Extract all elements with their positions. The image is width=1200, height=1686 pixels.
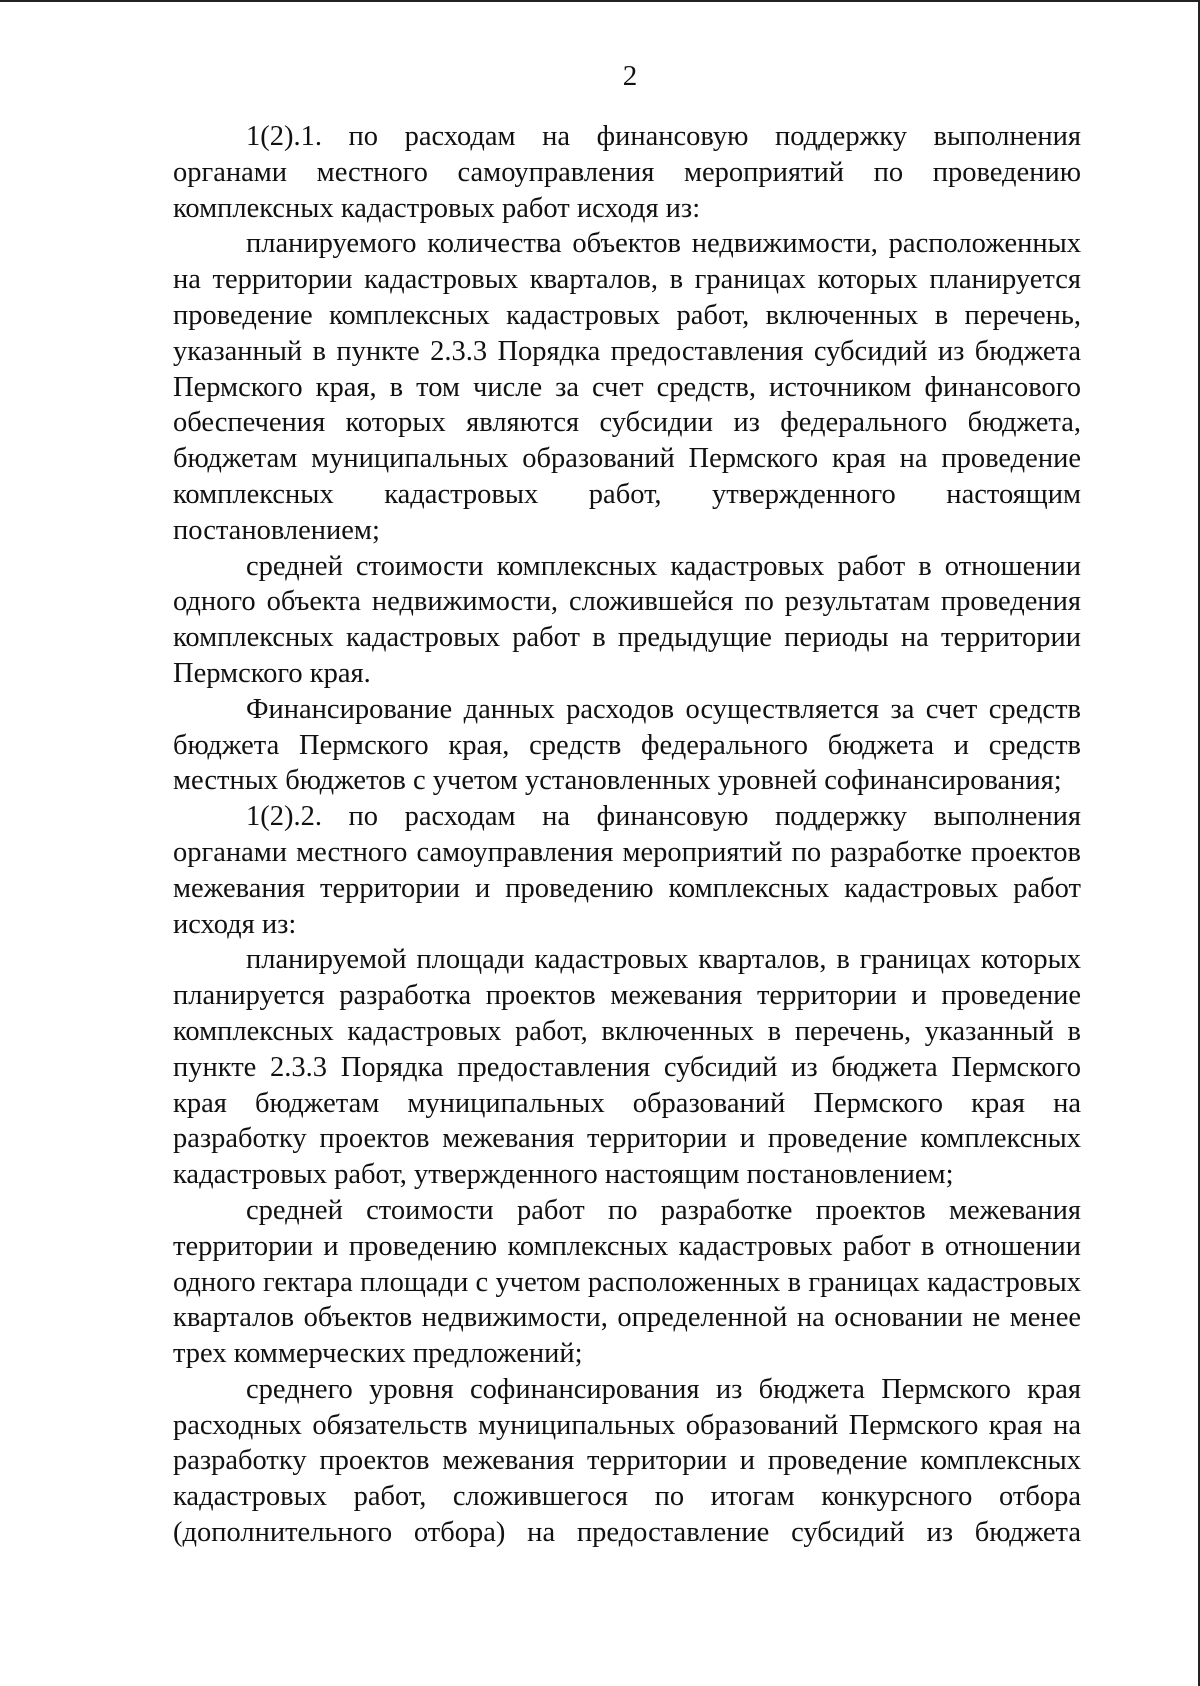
paragraph-planned-area: планируемой площади кадастровых кварталов, в границах которых планируется разработка проектов межевания территории и проведение комплексных кадастровых работ, включенных в перечень, указанный в пункте 2.3.3 Порядка предоставления субсидий из бюджета Пермского края бюджетам муниципальных образований Пермского края на разработку проектов межевания территории и проведение комплексных кадастровых работ, утвержденного настоящим постановлением; xyxy=(173,944,1081,1191)
document-body xyxy=(173,119,1081,1551)
paragraph-1-2-2: 1(2).2. по расходам на финансовую поддержку выполнения органами местного самоуправления мероприятий по разработке проектов межевания территории и проведению комплексных кадастровых работ исходя из: xyxy=(173,801,1081,940)
paragraph-average-cost-object: средней стоимости комплексных кадастровых работ в отношении одного объекта недвижимости, сложившейся по результатам проведения комплексных кадастровых работ в предыдущие периоды на территории Пермского края. xyxy=(173,550,1081,689)
page-number: 2 xyxy=(622,60,638,92)
paragraph-1-2-1: 1(2).1. по расходам на финансовую поддержку выполнения органами местного самоуправления мероприятий по проведению комплексных кадастровых работ исходя из: xyxy=(173,121,1081,224)
paragraph-cofinancing-level: среднего уровня софинансирования из бюджета Пермского края расходных обязательств муниципальных образований Пермского края на разработку проектов межевания территории и проведение комплексных кадастровых работ, сложившегося по итогам конкурсного отбора (дополнительного отбора) на предоставление субсидий из бюджета xyxy=(173,1373,1081,1549)
paragraph-financing: Финансирование данных расходов осуществляется за счет средств бюджета Пермского края, средств федерального бюджета и средств местных бюджетов с учетом установленных уровней софинансирования; xyxy=(173,693,1081,797)
paragraph-planned-objects: планируемого количества объектов недвижимости, расположенных на территории кадастровых кварталов, в границах которых планируется проведение комплексных кадастровых работ, включенных в перечень, указанный в пункте 2.3.3 Порядка предоставления субсидий из бюджета Пермского края, в том числе за счет средств, источником финансового обеспечения которых являются субсидии из федерального бюджета, бюджетам муниципальных образований Пермского края на проведение комплексных кадастровых работ, утвержденного настоящим постановлением; xyxy=(173,228,1081,546)
paragraph-average-cost-hectare: средней стоимости работ по разработке проектов межевания территории и проведению комплексных кадастровых работ в отношении одного гектара площади с учетом расположенных в границах кадастровых кварталов объектов недвижимости, определенной на основании не менее трех коммерческих предложений; xyxy=(173,1194,1081,1370)
